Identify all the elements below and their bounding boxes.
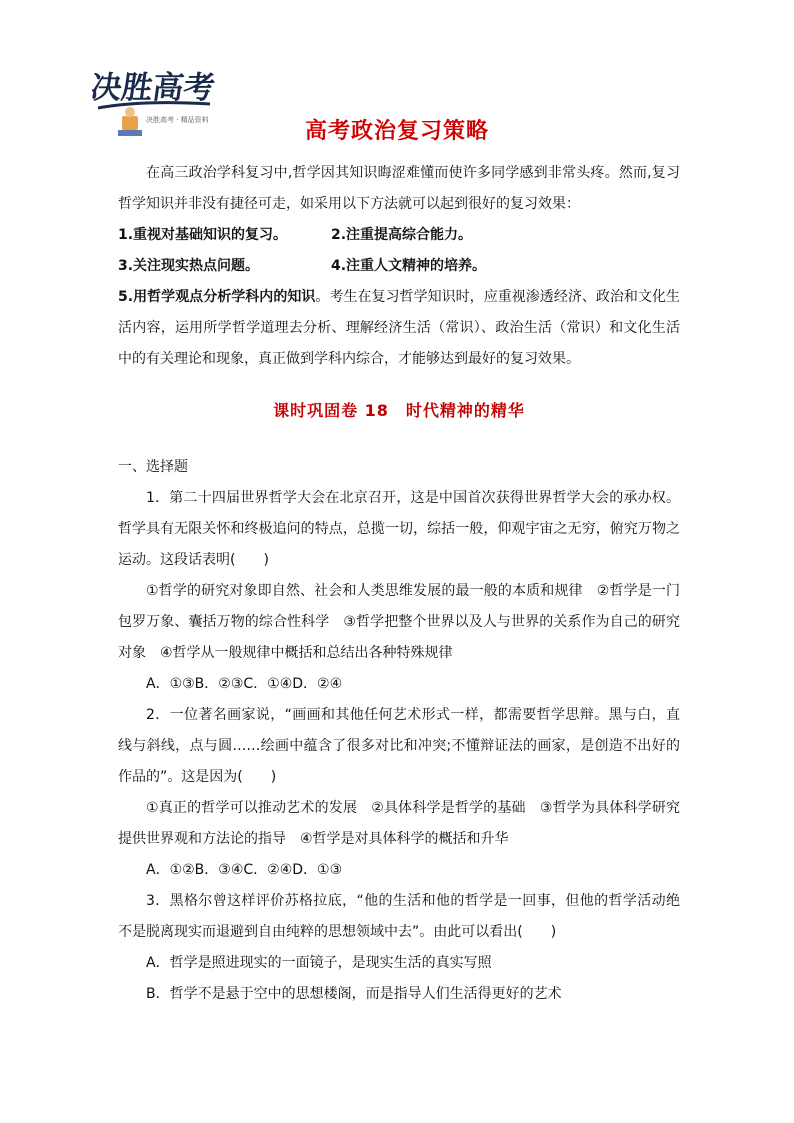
strategy-intro: 在高三政治学科复习中,哲学因其知识晦涩难懂而使许多同学感到非常头疼。然而,复习哲学知识并非没有捷径可走，如采用以下方法就可以起到很好的复习效果：: [118, 165, 680, 212]
logo-text: 决胜高考: [92, 70, 218, 106]
question-3-stem: 3．黑格尔曾这样评价苏格拉底，“他的生活和他的哲学是一回事，但他的哲学活动绝不是脱离现实而退避到自由纯粹的思想领域中去”。由此可以看出( ): [118, 893, 680, 940]
strategy-item-5: [118, 282, 680, 375]
content: [118, 158, 680, 1010]
question-1-statements: ①哲学的研究对象即自然、社会和人类思维发展的最一般的本质和规律 ②哲学是一门包罗万象、囊括万物的综合性科学 ③哲学把整个世界以及人与世界的关系作为自己的研究对象 ④哲学从一般规律中概括和总结出各种特殊规律: [118, 583, 680, 661]
strategy-row-2: [118, 251, 680, 282]
strategy-item-2: 2.注重提高综合能力。: [331, 227, 473, 243]
question-2-statements: ①真正的哲学可以推动艺术的发展 ②具体科学是哲学的基础 ③哲学为具体科学研究提供世界观和方法论的指导 ④哲学是对具体科学的概括和升华: [118, 800, 680, 847]
strategy-item-5-body: 。考生在复习哲学知识时，应重视渗透经济、政治和文化生活内容，运用所学哲学道理去分析、理解经济生活（常识）、政治生活（常识）和文化生活中的有关理论和现象，真正做到学科内综合，才能够达到最好的复习效果。: [118, 289, 681, 367]
section-heading: 一、选择题: [118, 459, 188, 475]
strategy-title: 高考政治复习策略: [304, 119, 489, 144]
strategy-item-4: 4.注重人文精神的培养。: [331, 258, 487, 274]
strategy-item-3: 3.关注现实热点问题。: [118, 258, 260, 274]
strategy-item-1: 1.重视对基础知识的复习。: [118, 227, 288, 243]
exercise-title: 课时巩固卷 18 时代精神的精华: [273, 401, 525, 420]
strategy-item-5-heading: 5.用哲学观点分析学科内的知识: [118, 289, 316, 305]
question-2-stem: 2．一位著名画家说，“画画和其他任何艺术形式一样，都需要哲学思辩。黑与白，直线与斜线，点与圆……绘画中蕴含了很多对比和冲突;不懂辩证法的画家，是创造不出好的作品的”。这是因为( ): [118, 707, 680, 785]
question-1-stem: 1．第二十四届世界哲学大会在北京召开，这是中国首次获得世界哲学大会的承办权。哲学具有无限关怀和终极追问的特点，总揽一切，综括一般，仰观宇宙之无穷，俯究万物之运动。这段话表明( ): [118, 490, 680, 568]
question-3-option-a: A．哲学是照进现实的一面镜子，是现实生活的真实写照: [146, 955, 492, 971]
question-3-option-b: B．哲学不是悬于空中的思想楼阁，而是指导人们生活得更好的艺术: [146, 986, 562, 1002]
logo-small-text: 决胜高考 · 精品资料: [146, 116, 209, 124]
question-2-options: A．①②B．③④C．②④D．①③: [146, 862, 343, 878]
strategy-row-1: [118, 220, 680, 251]
question-1-options: A．①③B．②③C．①④D．②④: [146, 676, 343, 692]
